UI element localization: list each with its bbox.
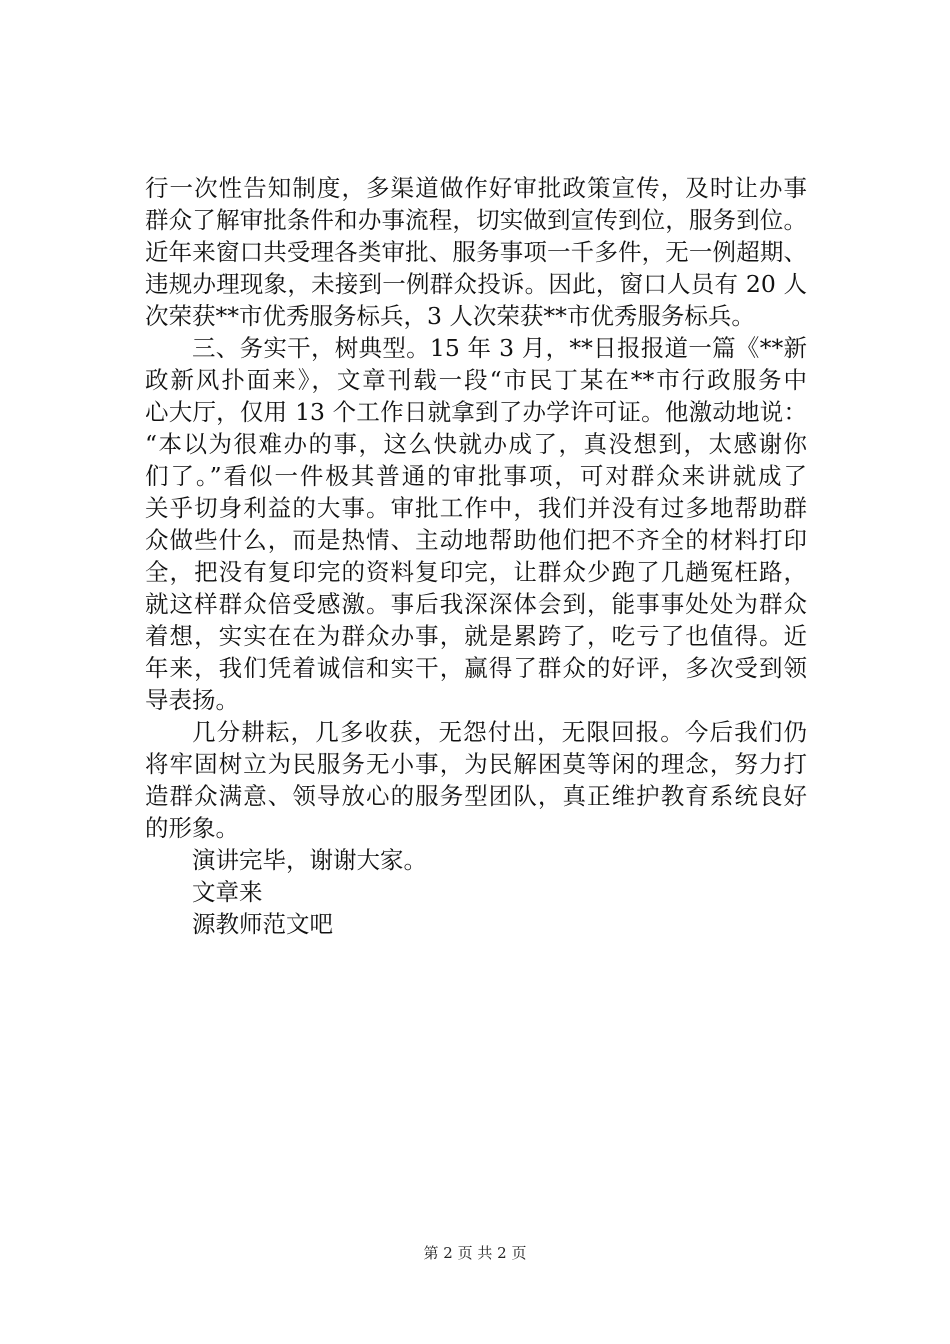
text-line: 关乎切身利益的大事。审批工作中，我们并没有过多地帮助群 [145, 494, 807, 522]
body-text [145, 172, 807, 940]
text-line: “本以为很难办的事，这么快就办成了，真没想到，太感谢你 [145, 430, 807, 458]
text-line: 们了。”看似一件极其普通的审批事项，可对群众来讲就成了 [145, 462, 807, 490]
text-line: 政新风扑面来》，文章刊载一段“市民丁某在**市行政服务中 [145, 366, 807, 394]
text-line: 心大厅，仅用 13 个工作日就拿到了办学许可证。他激动地说： [145, 398, 807, 426]
text-line: 近年来窗口共受理各类审批、服务事项一千多件，无一例超期、 [145, 238, 807, 266]
text-line: 三、务实干，树典型。15 年 3 月，**日报报道一篇《**新 [192, 334, 807, 362]
text-line: 就这样群众倍受感激。事后我深深体会到，能事事处处为群众 [145, 590, 807, 618]
text-line: 导表扬。 [145, 686, 239, 714]
text-line: 将牢固树立为民服务无小事，为民解困莫等闲的理念，努力打 [145, 750, 807, 778]
text-line: 群众了解审批条件和办事流程，切实做到宣传到位，服务到位。 [145, 206, 807, 234]
page-footer: 第 2 页 共 2 页 [423, 1244, 527, 1262]
text-line: 众做些什么，而是热情、主动地帮助他们把不齐全的材料打印 [145, 526, 807, 554]
text-line: 源教师范文吧 [192, 910, 333, 938]
text-line: 演讲完毕，谢谢大家。 [192, 846, 427, 874]
text-line: 行一次性告知制度，多渠道做作好审批政策宣传，及时让办事 [145, 174, 807, 202]
text-line: 违规办理现象，未接到一例群众投诉。因此，窗口人员有 20 人 [145, 270, 807, 298]
text-line: 全，把没有复印完的资料复印完，让群众少跑了几趟冤枉路， [145, 558, 807, 586]
text-line: 的形象。 [145, 814, 239, 842]
text-line: 造群众满意、领导放心的服务型团队，真正维护教育系统良好 [145, 782, 807, 810]
text-line: 次荣获**市优秀服务标兵，3 人次荣获**市优秀服务标兵。 [145, 302, 755, 330]
text-line: 着想，实实在在为群众办事，就是累跨了，吃亏了也值得。近 [145, 622, 807, 650]
text-line: 年来，我们凭着诚信和实干，赢得了群众的好评，多次受到领 [145, 654, 807, 682]
text-line: 几分耕耘，几多收获，无怨付出，无限回报。今后我们仍 [192, 718, 807, 746]
text-line: 文章来 [192, 878, 263, 906]
